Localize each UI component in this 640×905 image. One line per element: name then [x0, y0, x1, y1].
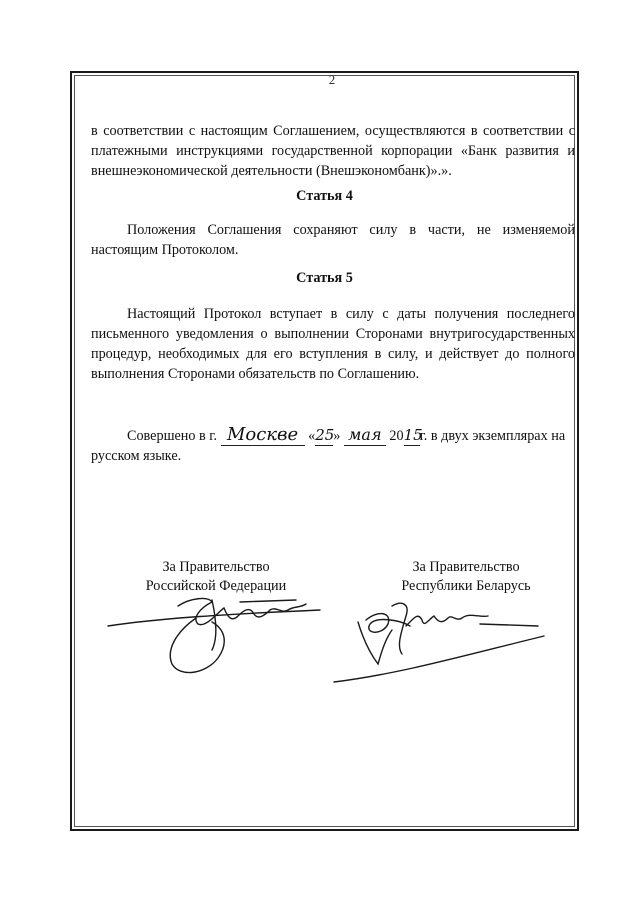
page-number: 2: [328, 72, 336, 87]
article-4-heading: Статья 4: [296, 188, 353, 204]
article-5-heading: Статья 5: [296, 270, 353, 286]
execution-day: 25: [315, 426, 335, 444]
execution-prefix: Совершено в г.: [127, 428, 218, 444]
execution-statement: [91, 425, 575, 466]
article-5-text: Настоящий Протокол вступает в силу с даты получения последнего письменного уведомления о выполнении Сторонами внутригосударственных процедур, необходимых для его вступления в силу, и действует до полного выполнения Сторонами обязательств по Соглашению.: [91, 306, 575, 382]
intro-paragraph: в соответствии с настоящим Соглашением, осуществляются в соответствии с платежными инструкциями государственной корпорации «Банк развития и внешнеэкономической деятельности (Внешэкономбанк)».».: [91, 123, 575, 179]
execution-open-quote: «: [308, 428, 316, 444]
signatory-russia-line2: Российской Федерации: [145, 578, 287, 594]
execution-month: мая: [344, 425, 386, 446]
execution-year-suffix: 15: [403, 426, 423, 444]
execution-year-prefix: 20: [389, 428, 404, 444]
execution-suffix: г. в двух экземплярах на русском языке.: [91, 428, 566, 464]
signatory-belarus-line2: Республики Беларусь: [401, 578, 531, 594]
execution-close-quote: »: [333, 428, 341, 444]
signature-belarus-image: [330, 590, 560, 690]
article-4-text: Положения Соглашения сохраняют силу в части, не изменяемой настоящим Протоколом.: [91, 222, 575, 258]
signatory-russia-line1: За Правительство: [162, 559, 270, 575]
signatory-belarus-line1: За Правительство: [412, 559, 520, 575]
execution-city: Москве: [221, 425, 305, 446]
signature-russia-image: [100, 588, 330, 688]
